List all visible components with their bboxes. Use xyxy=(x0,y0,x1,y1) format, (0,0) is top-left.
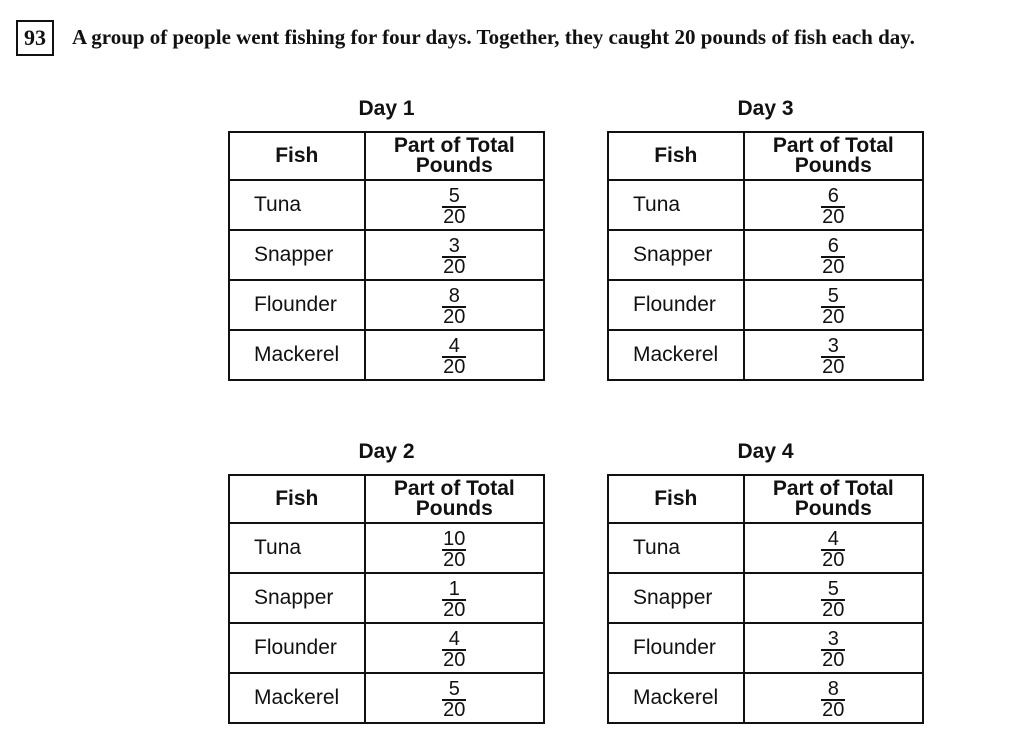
numerator: 4 xyxy=(827,527,839,550)
fish-name: Tuna xyxy=(608,180,744,230)
header-part-line2: Pounds xyxy=(415,497,493,520)
denominator: 20 xyxy=(822,305,845,328)
numerator: 3 xyxy=(827,334,839,357)
numerator: 3 xyxy=(448,234,460,257)
fraction-cell xyxy=(744,573,923,623)
denominator: 20 xyxy=(822,255,845,278)
fraction-cell xyxy=(365,180,544,230)
header-part-line1: Part of Total xyxy=(772,477,894,500)
header-part xyxy=(744,475,923,523)
fraction-cell xyxy=(365,230,544,280)
header-part-line1: Part of Total xyxy=(393,477,515,500)
table-row xyxy=(608,280,923,330)
fraction-cell xyxy=(365,673,544,723)
denominator: 20 xyxy=(822,355,845,378)
fish-name: Mackerel xyxy=(608,673,744,723)
header-part-line2: Pounds xyxy=(794,154,872,177)
numerator: 8 xyxy=(448,284,460,307)
table-row xyxy=(229,280,544,330)
fraction xyxy=(442,627,466,671)
fish-name: Flounder xyxy=(608,623,744,673)
fish-name: Mackerel xyxy=(229,330,365,380)
table-row xyxy=(608,573,923,623)
header-fish: Fish xyxy=(229,132,365,180)
fraction-cell xyxy=(365,330,544,380)
table-header-row xyxy=(229,132,544,180)
question-number: 93 xyxy=(16,20,54,56)
fraction xyxy=(442,184,466,228)
table-header-row xyxy=(229,475,544,523)
fish-name: Tuna xyxy=(229,180,365,230)
denominator: 20 xyxy=(822,698,845,721)
fraction-cell xyxy=(365,623,544,673)
fraction xyxy=(442,234,466,278)
fish-name: Snapper xyxy=(229,573,365,623)
table-row xyxy=(229,673,544,723)
fraction xyxy=(821,627,845,671)
table-header-row xyxy=(608,132,923,180)
numerator: 5 xyxy=(827,577,839,600)
fraction-cell xyxy=(744,180,923,230)
fish-table xyxy=(228,131,545,381)
numerator: 5 xyxy=(448,184,460,207)
denominator: 20 xyxy=(822,548,845,571)
numerator: 5 xyxy=(448,677,460,700)
table-row xyxy=(608,330,923,380)
fish-name: Snapper xyxy=(229,230,365,280)
table-row xyxy=(229,573,544,623)
denominator: 20 xyxy=(443,205,466,228)
fraction xyxy=(821,234,845,278)
fraction xyxy=(821,184,845,228)
fraction xyxy=(442,677,466,721)
denominator: 20 xyxy=(443,305,466,328)
fish-name: Mackerel xyxy=(229,673,365,723)
numerator: 6 xyxy=(827,184,839,207)
fraction-cell xyxy=(365,573,544,623)
table-row xyxy=(229,180,544,230)
fraction-cell xyxy=(744,623,923,673)
header-part xyxy=(744,132,923,180)
numerator: 1 xyxy=(448,577,460,600)
question-text: A group of people went fishing for four days. Together, they caught 20 pounds of fish each day. xyxy=(72,25,915,49)
denominator: 20 xyxy=(443,648,466,671)
denominator: 20 xyxy=(443,698,466,721)
denominator: 20 xyxy=(822,648,845,671)
fraction-cell xyxy=(744,673,923,723)
fraction-cell xyxy=(365,280,544,330)
day-title: Day 3 xyxy=(737,97,794,120)
fish-name: Flounder xyxy=(229,280,365,330)
fish-table xyxy=(228,474,545,724)
numerator: 4 xyxy=(448,334,460,357)
denominator: 20 xyxy=(443,355,466,378)
numerator: 6 xyxy=(827,234,839,257)
fraction-cell xyxy=(744,330,923,380)
fraction xyxy=(821,284,845,328)
denominator: 20 xyxy=(822,205,845,228)
fraction xyxy=(442,334,466,378)
fraction-cell xyxy=(365,523,544,573)
header-part xyxy=(365,132,544,180)
fish-name: Snapper xyxy=(608,230,744,280)
table-row xyxy=(608,523,923,573)
table-row xyxy=(229,330,544,380)
denominator: 20 xyxy=(443,548,466,571)
numerator: 10 xyxy=(443,527,466,550)
fish-table xyxy=(607,474,924,724)
fraction xyxy=(821,527,845,571)
fraction xyxy=(442,577,466,621)
header-fish: Fish xyxy=(608,132,744,180)
table-header-row xyxy=(608,475,923,523)
day-title: Day 2 xyxy=(358,440,415,463)
fish-table xyxy=(607,131,924,381)
numerator: 8 xyxy=(827,677,839,700)
fraction xyxy=(821,334,845,378)
numerator: 4 xyxy=(448,627,460,650)
header-part-line1: Part of Total xyxy=(393,134,515,157)
header-fish: Fish xyxy=(229,475,365,523)
fraction xyxy=(821,677,845,721)
table-row xyxy=(229,230,544,280)
fraction-cell xyxy=(744,280,923,330)
fraction xyxy=(442,284,466,328)
fraction-cell xyxy=(744,230,923,280)
numerator: 5 xyxy=(827,284,839,307)
table-row xyxy=(229,623,544,673)
table-row xyxy=(608,673,923,723)
denominator: 20 xyxy=(443,598,466,621)
fish-name: Mackerel xyxy=(608,330,744,380)
fraction xyxy=(442,527,466,571)
day-title: Day 4 xyxy=(737,440,794,463)
fish-name: Flounder xyxy=(229,623,365,673)
table-row xyxy=(229,523,544,573)
header-part-line1: Part of Total xyxy=(772,134,894,157)
denominator: 20 xyxy=(443,255,466,278)
fraction xyxy=(821,577,845,621)
header-part-line2: Pounds xyxy=(794,497,872,520)
fraction-cell xyxy=(744,523,923,573)
header-part xyxy=(365,475,544,523)
fish-name: Tuna xyxy=(608,523,744,573)
denominator: 20 xyxy=(822,598,845,621)
header-fish: Fish xyxy=(608,475,744,523)
fish-name: Tuna xyxy=(229,523,365,573)
fish-name: Snapper xyxy=(608,573,744,623)
header-part-line2: Pounds xyxy=(415,154,493,177)
day-title: Day 1 xyxy=(358,97,415,120)
table-row xyxy=(608,230,923,280)
table-row xyxy=(608,180,923,230)
numerator: 3 xyxy=(827,627,839,650)
table-row xyxy=(608,623,923,673)
fish-name: Flounder xyxy=(608,280,744,330)
